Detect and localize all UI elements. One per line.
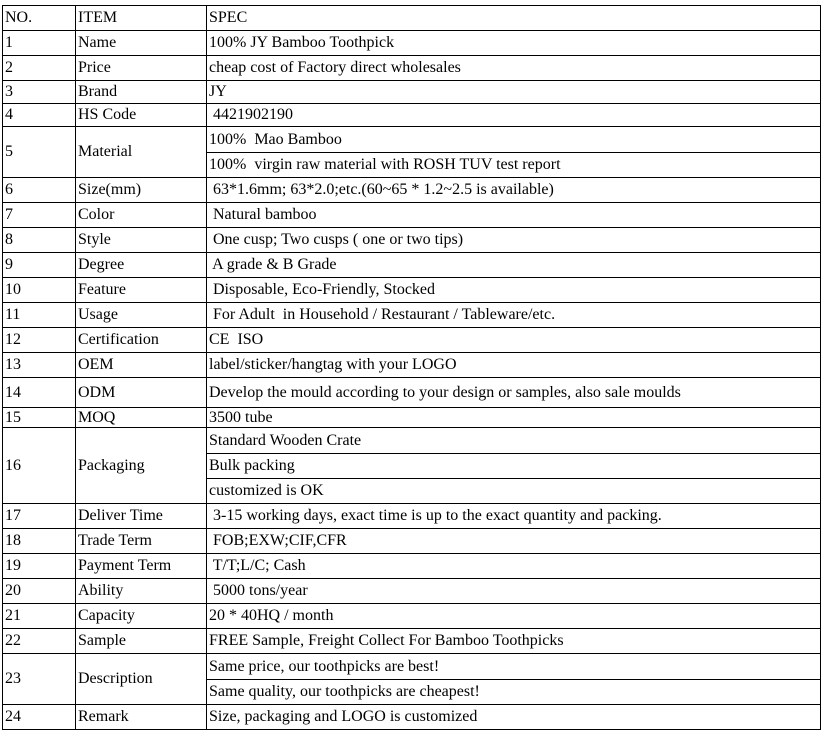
table-row — [3, 81, 821, 104]
row-spec: Natural bamboo — [207, 203, 821, 228]
row-item: Price — [76, 56, 207, 81]
table-row — [3, 353, 821, 378]
row-spec: JY — [207, 81, 821, 104]
row-number: 15 — [3, 408, 76, 428]
row-spec: 63*1.6mm; 63*2.0;etc.(60~65 * 1.2~2.5 is available) — [207, 178, 821, 203]
row-spec: One cusp; Two cusps ( one or two tips) — [207, 228, 821, 253]
row-spec: Size, packaging and LOGO is customized — [207, 705, 821, 730]
row-number: 7 — [3, 203, 76, 228]
row-number: 5 — [3, 127, 76, 178]
row-number: 10 — [3, 278, 76, 303]
row-item: Degree — [76, 253, 207, 278]
row-item: Payment Term — [76, 554, 207, 579]
row-spec: A grade & B Grade — [207, 253, 821, 278]
row-item: Brand — [76, 81, 207, 104]
row-item: Certification — [76, 328, 207, 353]
table-row — [3, 705, 821, 730]
row-number: 9 — [3, 253, 76, 278]
row-item: Trade Term — [76, 529, 207, 554]
row-number: 11 — [3, 303, 76, 328]
row-number: 3 — [3, 81, 76, 104]
table-row — [3, 56, 821, 81]
row-item: ODM — [76, 378, 207, 408]
row-item: Material — [76, 127, 207, 178]
header-spec: SPEC — [207, 6, 821, 31]
table-row — [3, 253, 821, 278]
table-row — [3, 604, 821, 629]
row-spec: 20 * 40HQ / month — [207, 604, 821, 629]
table-row — [3, 31, 821, 56]
row-spec: Same price, our toothpicks are best! — [207, 654, 821, 680]
header-row — [3, 6, 821, 31]
table-row — [3, 104, 821, 127]
row-item: Packaging — [76, 428, 207, 504]
row-spec: label/sticker/hangtag with your LOGO — [207, 353, 821, 378]
row-number: 1 — [3, 31, 76, 56]
header-item: ITEM — [76, 6, 207, 31]
table-row — [3, 328, 821, 353]
row-item: Capacity — [76, 604, 207, 629]
row-number: 4 — [3, 104, 76, 127]
table-row — [3, 428, 821, 454]
row-item: Style — [76, 228, 207, 253]
row-item: Deliver Time — [76, 504, 207, 529]
row-item: Description — [76, 654, 207, 705]
row-number: 16 — [3, 428, 76, 504]
table-row — [3, 579, 821, 604]
row-spec: Standard Wooden Crate — [207, 428, 821, 454]
row-item: OEM — [76, 353, 207, 378]
row-number: 18 — [3, 529, 76, 554]
row-spec: 100% Mao Bamboo — [207, 127, 821, 153]
row-number: 22 — [3, 629, 76, 654]
table-row — [3, 378, 821, 408]
row-item: Name — [76, 31, 207, 56]
row-spec: Develop the mould according to your design or samples, also sale moulds — [207, 378, 821, 408]
row-spec: FREE Sample, Freight Collect For Bamboo Toothpicks — [207, 629, 821, 654]
row-item: Ability — [76, 579, 207, 604]
table-row — [3, 278, 821, 303]
row-item: Sample — [76, 629, 207, 654]
row-spec: Same quality, our toothpicks are cheapest! — [207, 680, 821, 705]
table-row — [3, 127, 821, 153]
row-number: 17 — [3, 504, 76, 529]
row-spec: 4421902190 — [207, 104, 821, 127]
table-row — [3, 178, 821, 203]
row-number: 2 — [3, 56, 76, 81]
table-row — [3, 629, 821, 654]
row-item: Feature — [76, 278, 207, 303]
table-row — [3, 529, 821, 554]
table-row — [3, 654, 821, 680]
row-spec: T/T;L/C; Cash — [207, 554, 821, 579]
row-spec: CE ISO — [207, 328, 821, 353]
row-spec: Bulk packing — [207, 454, 821, 479]
header-no: NO. — [3, 6, 76, 31]
spec-table-body — [3, 6, 821, 730]
row-number: 14 — [3, 378, 76, 408]
row-item: MOQ — [76, 408, 207, 428]
row-item: HS Code — [76, 104, 207, 127]
table-row — [3, 228, 821, 253]
row-number: 24 — [3, 705, 76, 730]
row-spec: For Adult in Household / Restaurant / Tableware/etc. — [207, 303, 821, 328]
row-number: 13 — [3, 353, 76, 378]
row-item: Color — [76, 203, 207, 228]
row-spec: FOB;EXW;CIF,CFR — [207, 529, 821, 554]
table-row — [3, 203, 821, 228]
table-row — [3, 303, 821, 328]
row-number: 21 — [3, 604, 76, 629]
row-spec: 100% JY Bamboo Toothpick — [207, 31, 821, 56]
row-number: 20 — [3, 579, 76, 604]
row-number: 12 — [3, 328, 76, 353]
row-spec: 3-15 working days, exact time is up to the exact quantity and packing. — [207, 504, 821, 529]
row-spec: Disposable, Eco-Friendly, Stocked — [207, 278, 821, 303]
spec-table — [2, 5, 821, 730]
table-row — [3, 504, 821, 529]
row-item: Remark — [76, 705, 207, 730]
row-spec: customized is OK — [207, 479, 821, 504]
row-spec: cheap cost of Factory direct wholesales — [207, 56, 821, 81]
row-number: 19 — [3, 554, 76, 579]
row-number: 6 — [3, 178, 76, 203]
row-item: Size(mm) — [76, 178, 207, 203]
row-spec: 5000 tons/year — [207, 579, 821, 604]
row-number: 8 — [3, 228, 76, 253]
row-spec: 100% virgin raw material with ROSH TUV test report — [207, 153, 821, 178]
table-row — [3, 554, 821, 579]
row-item: Usage — [76, 303, 207, 328]
row-number: 23 — [3, 654, 76, 705]
table-row — [3, 408, 821, 428]
row-spec: 3500 tube — [207, 408, 821, 428]
